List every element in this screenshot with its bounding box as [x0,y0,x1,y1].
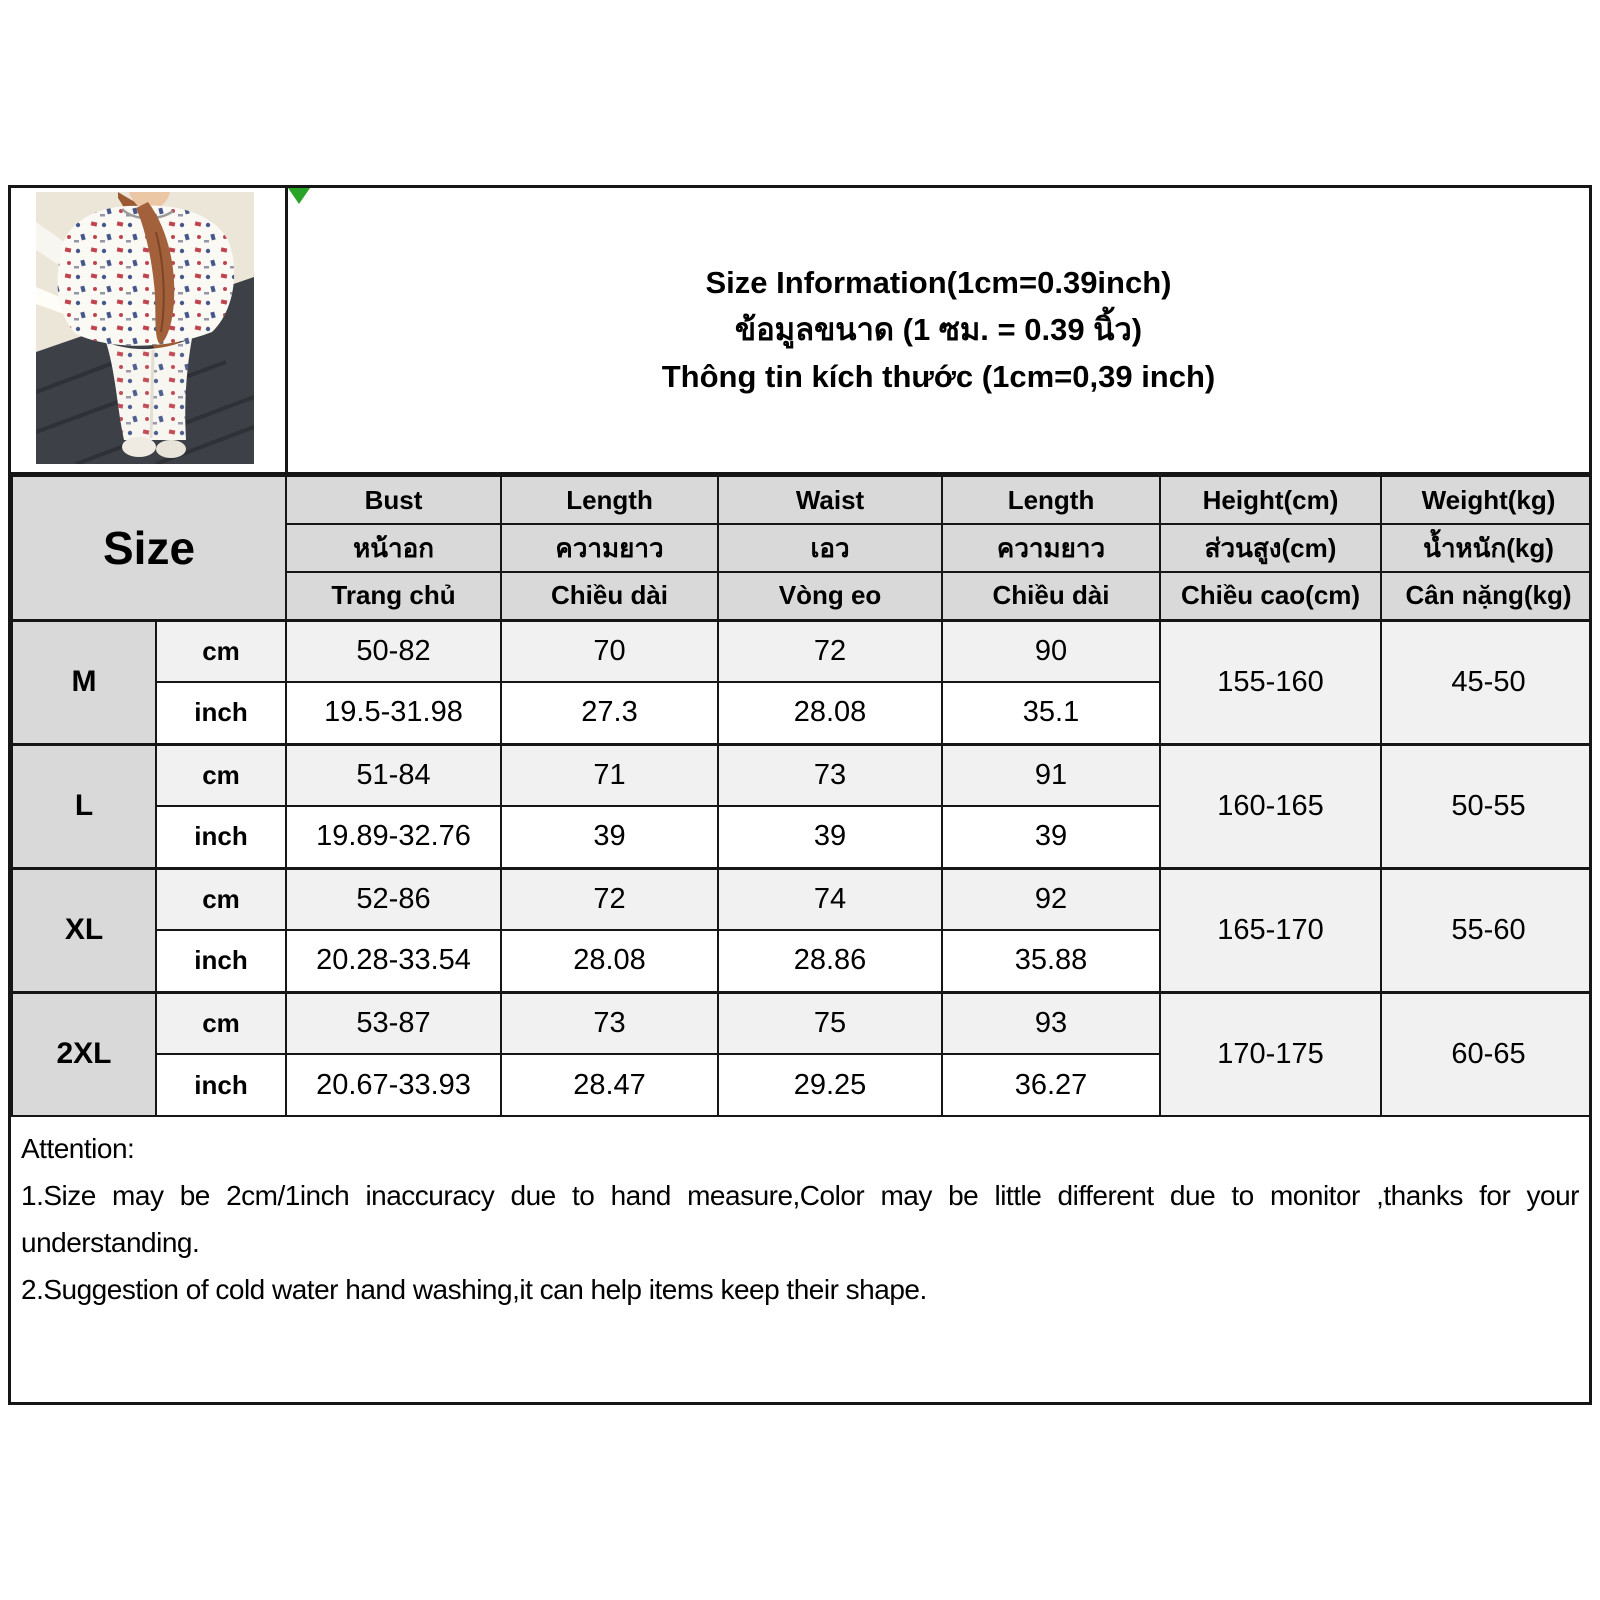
unit-cell-cm: cm [156,620,286,682]
col-header-height-vi: Chiều cao(cm) [1160,572,1381,620]
col-header-bust-th: หน้าอก [286,524,501,572]
value-xl-cm-bust: 52-86 [286,868,501,930]
value-m-cm-length2: 90 [942,620,1160,682]
title-thai: ข้อมูลขนาด (1 ซม. = 0.39 นิ้ว) [734,312,1143,347]
size-header-cell: Size [12,476,286,620]
value-2xl-cm-length1: 73 [501,992,718,1054]
green-corner-marker-icon [288,188,310,204]
col-header-weight-en: Weight(kg) [1381,476,1592,524]
value-xl-cm-waist: 74 [718,868,942,930]
attention-note1-line2: understanding. [21,1227,200,1258]
value-m-cm-bust: 50-82 [286,620,501,682]
header-row-english [12,476,1592,524]
value-xl-inch-length2: 35.88 [942,930,1160,992]
value-m-cm-length1: 70 [501,620,718,682]
table-row-xl-cm [12,868,1592,930]
product-photo [36,192,254,464]
table-row-m-cm [12,620,1592,682]
col-header-weight-th: น้ำหนัก(kg) [1381,524,1592,572]
value-xl-inch-length1: 28.08 [501,930,718,992]
col-header-length2-en: Length [942,476,1160,524]
value-l-height: 160-165 [1160,744,1381,868]
col-header-waist-en: Waist [718,476,942,524]
value-l-weight: 50-55 [1381,744,1592,868]
unit-cell-inch: inch [156,930,286,992]
value-2xl-inch-waist: 29.25 [718,1054,942,1116]
unit-cell-cm: cm [156,868,286,930]
title-english: Size Information(1cm=0.39inch) [705,265,1172,300]
value-m-inch-length2: 35.1 [942,682,1160,744]
value-2xl-cm-waist: 75 [718,992,942,1054]
col-header-length1-th: ความยาว [501,524,718,572]
slipper-right [156,440,186,458]
value-2xl-weight: 60-65 [1381,992,1592,1116]
value-l-inch-waist: 39 [718,806,942,868]
value-2xl-inch-bust: 20.67-33.93 [286,1054,501,1116]
attention-note1-line1: 1.Size may be 2cm/1inch inaccuracy due to hand measure,Color may be little different due to monitor ,thanks for your [21,1180,1579,1211]
col-header-bust-en: Bust [286,476,501,524]
value-l-cm-length1: 71 [501,744,718,806]
value-xl-cm-length1: 72 [501,868,718,930]
value-m-inch-waist: 28.08 [718,682,942,744]
value-xl-cm-length2: 92 [942,868,1160,930]
unit-cell-inch: inch [156,806,286,868]
size-label-xl: XL [12,868,156,992]
slipper-left [122,437,156,457]
col-header-weight-vi: Cân nặng(kg) [1381,572,1592,620]
col-header-length2-th: ความยาว [942,524,1160,572]
unit-cell-inch: inch [156,682,286,744]
value-l-cm-bust: 51-84 [286,744,501,806]
value-l-inch-length1: 39 [501,806,718,868]
value-l-inch-bust: 19.89-32.76 [286,806,501,868]
value-l-cm-waist: 73 [718,744,942,806]
value-m-inch-length1: 27.3 [501,682,718,744]
unit-cell-inch: inch [156,1054,286,1116]
col-header-length2-vi: Chiều dài [942,572,1160,620]
value-m-weight: 45-50 [1381,620,1592,744]
value-m-height: 155-160 [1160,620,1381,744]
value-xl-weight: 55-60 [1381,868,1592,992]
product-photo-cell [11,188,288,472]
col-header-waist-vi: Vòng eo [718,572,942,620]
table-row-2xl-cm [12,992,1592,1054]
value-2xl-inch-length1: 28.47 [501,1054,718,1116]
value-xl-height: 165-170 [1160,868,1381,992]
col-header-height-th: ส่วนสูง(cm) [1160,524,1381,572]
value-2xl-cm-bust: 53-87 [286,992,501,1054]
size-table [11,475,1592,1117]
col-header-height-en: Height(cm) [1160,476,1381,524]
value-l-cm-length2: 91 [942,744,1160,806]
pajama-model-illustration [36,192,254,464]
col-header-bust-vi: Trang chủ [286,572,501,620]
value-2xl-cm-length2: 93 [942,992,1160,1054]
title-block [288,188,1589,472]
attention-heading: Attention: [21,1133,135,1164]
col-header-length1-en: Length [501,476,718,524]
table-row-l-cm [12,744,1592,806]
value-l-inch-length2: 39 [942,806,1160,868]
attention-section [11,1117,1589,1313]
unit-cell-cm: cm [156,744,286,806]
value-2xl-inch-length2: 36.27 [942,1054,1160,1116]
title-vietnamese: Thông tin kích thước (1cm=0,39 inch) [661,359,1216,394]
value-m-cm-waist: 72 [718,620,942,682]
attention-note2: 2.Suggestion of cold water hand washing,it can help items keep their shape. [21,1274,927,1305]
value-xl-inch-waist: 28.86 [718,930,942,992]
size-label-2xl: 2XL [12,992,156,1116]
value-2xl-height: 170-175 [1160,992,1381,1116]
value-xl-inch-bust: 20.28-33.54 [286,930,501,992]
size-chart-sheet [8,185,1592,1405]
value-m-inch-bust: 19.5-31.98 [286,682,501,744]
col-header-waist-th: เอว [718,524,942,572]
unit-cell-cm: cm [156,992,286,1054]
size-label-m: M [12,620,156,744]
col-header-length1-vi: Chiều dài [501,572,718,620]
size-label-l: L [12,744,156,868]
banner-section [11,188,1589,475]
